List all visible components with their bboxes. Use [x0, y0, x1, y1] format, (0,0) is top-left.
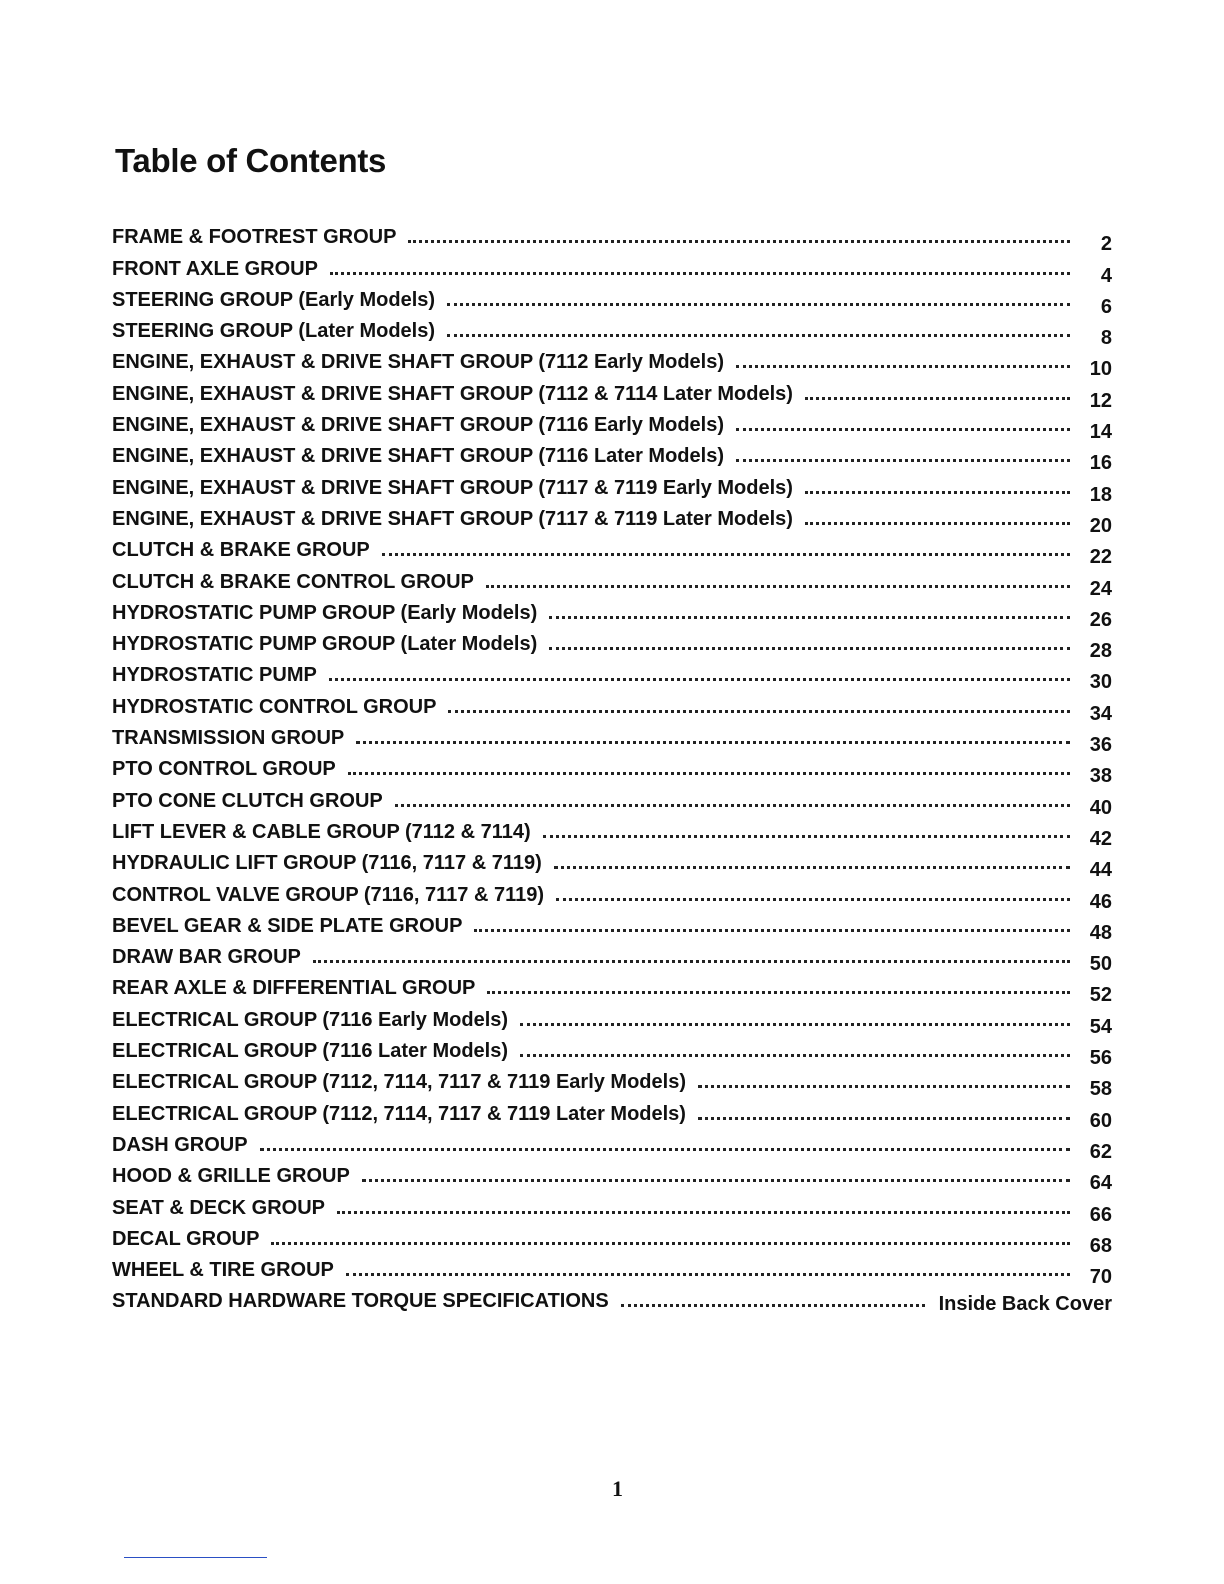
toc-entry — [112, 437, 1112, 475]
toc-entry-title: HOOD & GRILLE GROUP — [112, 1165, 350, 1188]
toc-entry-title: CLUTCH & BRAKE CONTROL GROUP — [112, 570, 474, 593]
page-title: Table of Contents — [115, 142, 387, 179]
dot-leader — [313, 960, 1070, 963]
toc-entry-title: FRAME & FOOTREST GROUP — [112, 226, 397, 249]
dot-leader — [805, 491, 1070, 494]
toc-entry-title: HYDROSTATIC PUMP — [112, 664, 317, 687]
dot-leader — [805, 522, 1070, 525]
toc-entry-page: 10 — [1089, 358, 1112, 381]
toc-entry-page: 40 — [1089, 796, 1112, 819]
toc-entry — [112, 312, 1112, 350]
dot-leader — [329, 678, 1070, 681]
toc-entry-title: ELECTRICAL GROUP (7116 Later Models) — [112, 1040, 509, 1063]
dot-leader — [337, 1211, 1070, 1214]
dot-leader — [362, 1179, 1070, 1182]
dot-leader — [736, 365, 1070, 368]
toc-entry — [112, 687, 1112, 725]
toc-entry — [112, 500, 1112, 537]
toc-entry-page: 26 — [1089, 608, 1112, 631]
toc-entry-title: PTO CONE CLUTCH GROUP — [112, 789, 383, 812]
toc-entry-title: STEERING GROUP (Later Models) — [112, 320, 436, 343]
toc-entry-page: 52 — [1089, 984, 1112, 1007]
toc-entry-page: 42 — [1089, 827, 1112, 850]
dot-leader — [698, 1085, 1070, 1088]
toc-entry — [112, 813, 1112, 850]
dot-leader — [520, 1054, 1070, 1057]
toc-entry — [112, 562, 1112, 600]
toc-entry-page: 46 — [1089, 890, 1112, 913]
dot-leader — [447, 303, 1070, 306]
toc-entry-title: HYDROSTATIC PUMP GROUP (Later Models) — [112, 633, 538, 656]
dot-leader — [330, 272, 1070, 275]
toc-entry-title: ENGINE, EXHAUST & DRIVE SHAFT GROUP (7112 Early Models) — [112, 351, 724, 374]
toc-entry — [112, 656, 1112, 694]
toc-entry — [112, 1157, 1112, 1195]
toc-entry-title: HYDRAULIC LIFT GROUP (7116, 7117 & 7119) — [112, 852, 542, 875]
toc-entry-title: ELECTRICAL GROUP (7116 Early Models) — [112, 1008, 509, 1031]
toc-entry — [112, 781, 1112, 819]
dot-leader — [543, 835, 1070, 838]
dot-leader — [486, 585, 1070, 588]
toc-entry-title: STEERING GROUP (Early Models) — [112, 288, 436, 311]
dot-leader — [395, 804, 1070, 807]
toc-entry — [112, 281, 1112, 318]
toc-entry-page: 48 — [1089, 921, 1112, 944]
toc-entry-page: 50 — [1089, 953, 1112, 976]
toc-entry-page: 8 — [1100, 327, 1112, 350]
toc-entry-page: 12 — [1089, 389, 1112, 412]
toc-entry — [112, 1000, 1112, 1038]
toc-entry-page: 56 — [1089, 1047, 1112, 1070]
toc-entry-page: 22 — [1089, 546, 1112, 569]
dot-leader — [698, 1117, 1070, 1120]
page-number: 1 — [612, 1476, 623, 1501]
toc-entry — [112, 531, 1112, 569]
toc-entry — [112, 1063, 1112, 1101]
footer-rule — [124, 1557, 267, 1558]
toc-entry-title: DECAL GROUP — [112, 1227, 260, 1250]
toc-entry — [112, 719, 1112, 757]
toc-entry-title: HYDROSTATIC PUMP GROUP (Early Models) — [112, 601, 538, 624]
dot-leader — [736, 428, 1070, 431]
toc-entry — [112, 1094, 1112, 1132]
toc-entry — [112, 374, 1112, 412]
toc-entry-page: 6 — [1100, 295, 1112, 318]
dot-leader — [805, 397, 1070, 400]
toc-entry-title: ELECTRICAL GROUP (7112, 7114, 7117 & 7119 Early Models) — [112, 1071, 686, 1094]
dot-leader — [271, 1242, 1070, 1245]
toc-entry-page: 30 — [1089, 671, 1112, 694]
dot-leader — [408, 240, 1070, 243]
toc-entry-title: PTO CONTROL GROUP — [112, 758, 336, 781]
toc-entry-page: Inside Back Cover — [938, 1293, 1112, 1316]
toc-entry — [112, 907, 1112, 944]
toc-entry-title: WHEEL & TIRE GROUP — [112, 1259, 334, 1282]
toc-entry-page: 36 — [1089, 734, 1112, 757]
toc-entry — [112, 594, 1112, 631]
toc-entry — [112, 406, 1112, 444]
toc-entry — [112, 938, 1112, 976]
toc-entry-page: 18 — [1089, 483, 1112, 506]
dot-leader — [736, 459, 1070, 462]
toc-entry-page: 66 — [1089, 1203, 1112, 1226]
toc-entry — [112, 875, 1112, 913]
dot-leader — [554, 866, 1070, 869]
toc-entry-title: LIFT LEVER & CABLE GROUP (7112 & 7114) — [112, 820, 531, 843]
toc-entry — [112, 844, 1112, 882]
toc-entry-page: 70 — [1089, 1266, 1112, 1289]
dot-leader — [474, 929, 1070, 932]
toc-entry — [112, 249, 1112, 287]
toc-entry — [112, 625, 1112, 663]
toc-entry-title: ENGINE, EXHAUST & DRIVE SHAFT GROUP (7112 & 7114 Later Models) — [112, 382, 793, 405]
toc-entry-title: SEAT & DECK GROUP — [112, 1196, 325, 1219]
toc-entry — [112, 218, 1112, 256]
toc-entry-title: ELECTRICAL GROUP (7112, 7114, 7117 & 7119 Later Models) — [112, 1102, 686, 1125]
dot-leader — [556, 898, 1070, 901]
toc-entry-page: 38 — [1089, 765, 1112, 788]
dot-leader — [382, 553, 1070, 556]
toc-entry-title: DRAW BAR GROUP — [112, 946, 301, 969]
toc-entry — [112, 1188, 1112, 1226]
dot-leader — [549, 616, 1070, 619]
toc-entry-title: ENGINE, EXHAUST & DRIVE SHAFT GROUP (7117 & 7119 Early Models) — [112, 476, 793, 499]
toc-entry-page: 58 — [1089, 1078, 1112, 1101]
toc-entry-page: 54 — [1089, 1015, 1112, 1038]
dot-leader — [487, 991, 1070, 994]
toc-entry-title: ENGINE, EXHAUST & DRIVE SHAFT GROUP (7116 Early Models) — [112, 414, 724, 437]
dot-leader — [448, 710, 1070, 713]
dot-leader — [348, 772, 1070, 775]
toc-entry-page: 60 — [1089, 1109, 1112, 1132]
toc-entry-page: 62 — [1089, 1140, 1112, 1163]
dot-leader — [549, 647, 1070, 650]
toc-entry-page: 68 — [1089, 1234, 1112, 1257]
toc-entry-title: CONTROL VALVE GROUP (7116, 7117 & 7119) — [112, 883, 545, 906]
toc-entry-title: STANDARD HARDWARE TORQUE SPECIFICATIONS — [112, 1290, 609, 1313]
toc-entry-title: TRANSMISSION GROUP — [112, 727, 345, 750]
toc-entry-page: 14 — [1089, 421, 1112, 444]
toc-entry — [112, 1251, 1112, 1289]
toc-entry — [112, 1282, 1112, 1316]
toc-entry-page: 20 — [1089, 514, 1112, 537]
toc-entry — [112, 468, 1112, 506]
toc-entry-page: 34 — [1089, 702, 1112, 725]
toc-entry-page: 2 — [1100, 233, 1112, 256]
toc-entry-title: ENGINE, EXHAUST & DRIVE SHAFT GROUP (7116 Later Models) — [112, 445, 724, 468]
toc-entry — [112, 1032, 1112, 1070]
toc-entry-title: BEVEL GEAR & SIDE PLATE GROUP — [112, 914, 463, 937]
toc-entry-page: 44 — [1089, 859, 1112, 882]
toc-entry — [112, 969, 1112, 1007]
toc-entry — [112, 1126, 1112, 1163]
toc-entry-title: HYDROSTATIC CONTROL GROUP — [112, 695, 437, 718]
toc-entry-title: CLUTCH & BRAKE GROUP — [112, 539, 370, 562]
dot-leader — [520, 1023, 1070, 1026]
toc-entry-title: REAR AXLE & DIFFERENTIAL GROUP — [112, 977, 476, 1000]
toc-entry-title: FRONT AXLE GROUP — [112, 257, 318, 280]
toc-entry — [112, 750, 1112, 788]
toc-entry-page: 4 — [1100, 264, 1112, 287]
toc-entry — [112, 1220, 1112, 1257]
dot-leader — [260, 1148, 1070, 1151]
toc-entry-title: ENGINE, EXHAUST & DRIVE SHAFT GROUP (7117 & 7119 Later Models) — [112, 507, 793, 530]
toc-entry — [112, 343, 1112, 381]
toc-entry-page: 28 — [1089, 640, 1112, 663]
dot-leader — [356, 741, 1070, 744]
toc-entry-page: 16 — [1089, 452, 1112, 475]
dot-leader — [621, 1304, 925, 1307]
toc-list — [112, 218, 1112, 1316]
dot-leader — [346, 1273, 1070, 1276]
toc-entry-page: 64 — [1089, 1172, 1112, 1195]
toc-entry-title: DASH GROUP — [112, 1133, 248, 1156]
dot-leader — [447, 334, 1070, 337]
toc-entry-page: 24 — [1089, 577, 1112, 600]
